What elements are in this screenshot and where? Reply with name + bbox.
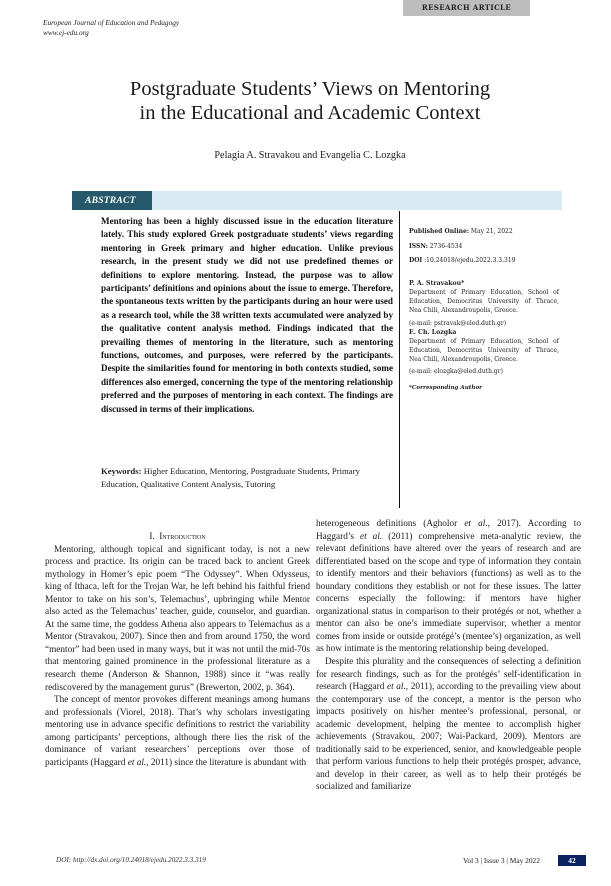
abstract-text: Mentoring has been a highly discussed issue in the education literature lately. This study explored Greek postgraduate students’ views regarding mentoring in Greek primary and higher education. Unlike previous research, in the present study we did not use predefined themes or definitions to explore mentoring. Instead, the purpose was to allow participants’ definitions and opinions about the issue to emerge. Therefore, the spontaneous texts written by the participants during an hour were used as a research tool, while the 38 written texts accumulated were analyzed by the qualitative content analysis method. Findings indicated that the prevailing themes of mentoring in the literature, such as mentoring functions, outcomes, and purposes, were referred by the participants. Despite the similarities found for mentoring in both contexts studied, some differences also emerged, concerning the type of the mentoring relationship preferred and the purposes of mentoring in each context. The findings are discussed in terms of their implications. — [101, 216, 393, 414]
title-line-2: in the Educational and Academic Context — [139, 102, 481, 124]
journal-header — [43, 18, 179, 38]
footer-doi-link[interactable]: DOI: http://dx.doi.org/10.24018/ejedu.2022.3.3.319 — [56, 856, 206, 864]
journal-url[interactable]: www.ej-edu.org — [43, 28, 89, 37]
article-info-sidebar — [409, 228, 559, 391]
author-name: P. A. Stravakou* — [409, 280, 465, 287]
doi: DOI :10.24018/ejedu.2022.3.3.319 — [409, 257, 516, 264]
paragraph: heterogeneous definitions (Agholor et al., 2017). According to Haggard’s et al. (2011) comprehensive meta-analytic review, the relevant definitions have altered over the years of research and are differentiated based on the scope and type of information they contain to identify mentors and their behaviors (functions) as well as to the boundary conditions they establish or not for these issues. The latter concerns especially the following: if mentors have higher organizational status in comparison to their protégés or not, whether a mentor can also be one’s immediate supervisor, whether a mentor comes from inside or outside protégé’s (mentee’s) organization, as well as how intimate is the mentoring relationship being developed. — [316, 519, 582, 655]
paragraph: Mentoring, although topical and significant today, is not a new process and practice. Its origin can be traced back to ancient Greek mythology in Homer’s epic poem “The Odyssey”. When Odysseus, king of Ithaca, left for the Trojan War, he left behind his faithful friend Mentor to take on his son’s, Telemachus’, upbringing while Mentor also acted as the Telemachus’ teacher, guide, counselor, and guardian. At the same time, the goddess Athena also appears to Telemachus as a Mentor (Stravakou, 2007). Since then and from around 1750, the word “mentor” had been used in many ways, but it was not until the mid-70s that mentoring gained prominence in the professional literature as a research theme (Anderson & Shannon, 1988) since it “was really rediscovered by the management gurus” (Brewerton, 2002, p. 364). — [45, 544, 310, 693]
keywords — [101, 465, 393, 491]
author-email[interactable]: (e-mail: pstravak@eled.duth.gr) — [409, 319, 507, 327]
paragraph: Despite this plurality and the consequences of selecting a definition for research findings, such as for the protégés’ self-identification in research (Haggard et al., 2011), according to the prevailing view about the contemporary use of the concept, a mentor is the person who impacts positively on his/her mentee’s professional, personal, or academic development, helping the mentee to accomplish higher achievements (Stravakou, 2007; Wai-Packard, 2009). Mentors are traditionally said to be experienced, senior, and knowledgeable people that perform various functions to help their protégés prosper, advance, and develop in their career, as well as to help their protégés be socialized and familiarize — [316, 657, 581, 793]
title-line-1: Postgraduate Students’ Views on Mentoring — [129, 78, 491, 100]
journal-name: European Journal of Education and Pedagogy — [43, 18, 180, 27]
section-heading: I. Introduction — [149, 531, 206, 541]
author-affiliation: Department of Primary Education, School of Education, Democritus University of Thrace, Nea Chili, Alexandroupolis, Greece. — [409, 289, 559, 315]
research-article-badge: RESEARCH ARTICLE — [403, 0, 530, 16]
author-email[interactable]: (e-mail: elozgka@eled.duth.gr) — [409, 368, 503, 376]
published-online: Published Online: May 21, 2022 — [409, 228, 513, 235]
body-column-right — [316, 518, 581, 794]
author-info-1 — [409, 279, 559, 328]
keywords-list: Higher Education, Mentoring, Postgraduate Students, Primary Education, Qualitative Content Analysis, Tutoring — [101, 466, 360, 489]
author-affiliation: Department of Primary Education, School of Education, Democritus University of Thrace, Nea Chili, Alexandroupolis, Greece. — [409, 337, 559, 364]
paragraph: The concept of mentor provokes different meanings among humans and professionals (Viorel, 2018). That’s why scholars investigating mentoring use in advance specific definitions to restrict the variability among participants’ perceptions, although there lies the risk of the dominance of variant researchers’ perceptions over those of participants (Haggard et al., 2011) since the literature is abundant with — [45, 695, 310, 768]
body-column-left — [45, 518, 310, 769]
keywords-label: Keywords: — [101, 466, 142, 476]
vertical-divider — [399, 211, 400, 508]
corresponding-author-note: *Corresponding Author — [409, 385, 483, 392]
abstract-label: ABSTRACT — [72, 191, 152, 210]
issn: ISSN: 2736-4534 — [409, 242, 463, 250]
paper-title — [60, 77, 560, 125]
page-number: 42 — [558, 855, 586, 866]
author-info-2 — [409, 328, 559, 377]
author-name: E. Ch. Lozgka — [409, 328, 457, 336]
footer-volume-info: Vol 3 | Issue 3 | May 2022 — [463, 856, 540, 865]
paper-authors: Pelagia A. Stravakou and Evangelia C. Lozgka — [214, 150, 406, 161]
